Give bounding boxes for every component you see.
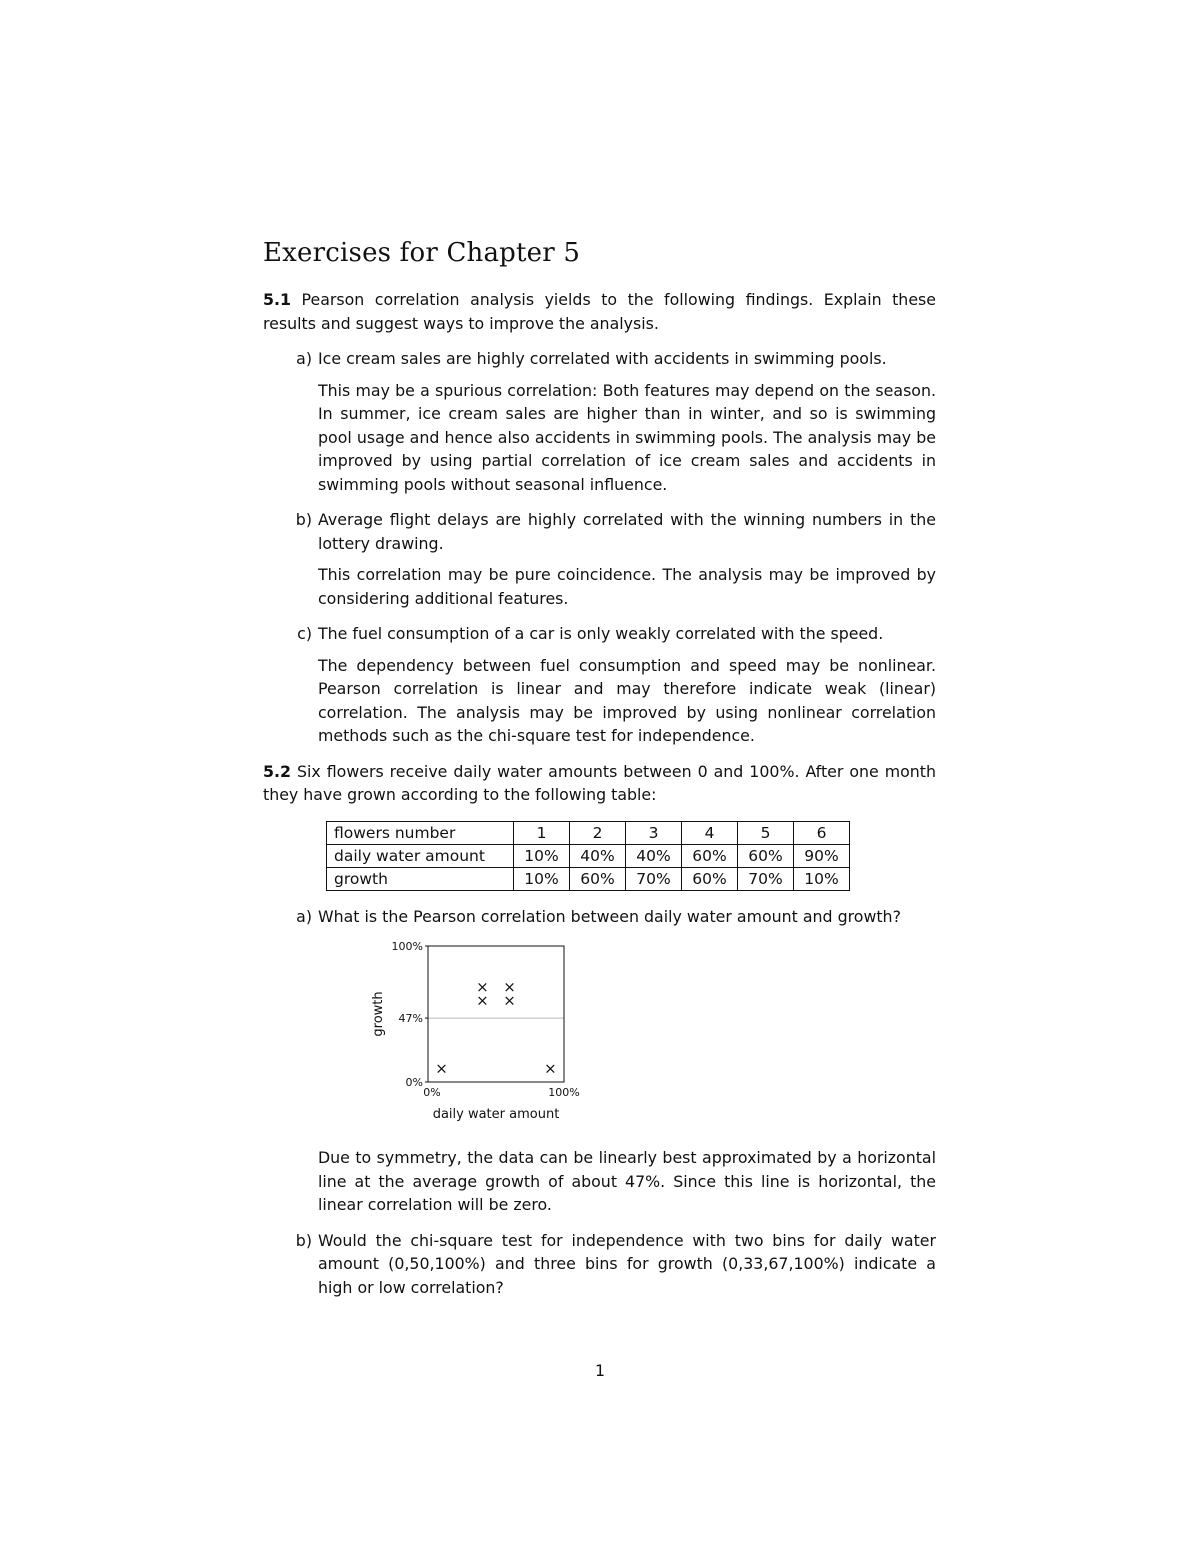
y-tick-label: 100% — [391, 940, 423, 953]
table-cell: 40% — [570, 844, 626, 867]
exercise-part — [263, 508, 936, 610]
exercise-part — [263, 622, 936, 748]
part-label: b) — [295, 510, 312, 529]
data-point: × — [544, 1059, 557, 1078]
table-cell: 6 — [794, 821, 850, 844]
table-cell: 40% — [626, 844, 682, 867]
table-cell: 3 — [626, 821, 682, 844]
page-number: 1 — [594, 1361, 606, 1380]
part-label: b) — [295, 1230, 312, 1250]
data-point: × — [476, 991, 489, 1010]
table-cell: 10% — [514, 867, 570, 890]
row-header: daily water amount — [327, 844, 514, 867]
x-tick-label: 0% — [423, 1086, 441, 1099]
exercise-intro — [263, 288, 936, 335]
data-point: × — [503, 991, 516, 1010]
scatter-plot-container — [318, 938, 936, 1136]
table-cell: 70% — [738, 867, 794, 890]
table-cell: 60% — [682, 844, 738, 867]
part-answer: The dependency between fuel consumption and speed may be nonlinear. Pearson correlation is linear and may therefore indicate weak (linear) correlation. The analysis may be improved by using nonlinear correlation methods such as the chi-square test for independence. — [318, 655, 936, 745]
exercise-part — [263, 905, 936, 1217]
row-header: flowers number — [327, 821, 514, 844]
part-answer: This correlation may be pure coincidence. The analysis may be improved by considering additional features. — [318, 565, 936, 608]
flower-data-table — [326, 821, 850, 891]
part-label: c) — [297, 624, 312, 643]
part-answer: This may be a spurious correlation: Both features may depend on the season. In summer, ice cream sales are higher than in winter, and so is swimming pool usage and hence also accidents in swimming pools. The analysis may be improved by using partial correlation of ice cream sales and accidents in swimming pools without seasonal influence. — [318, 380, 936, 494]
y-tick-label: 0% — [405, 1076, 423, 1089]
part-question: Would the chi-square test for independence with two bins for daily water amount (0,50,100%) and three bins for growth (0,33,67,100%) indicate a high or low correlation? — [318, 1230, 936, 1297]
part-label: a) — [296, 906, 312, 926]
exercise-5-2 — [263, 760, 936, 1300]
exercise-intro-text: Six flowers receive daily water amounts between 0 and 100%. After one month they have grown according to the following table: — [263, 761, 936, 804]
table-cell: 10% — [514, 844, 570, 867]
part-question: The fuel consumption of a car is only weakly correlated with the speed. — [318, 624, 884, 643]
y-axis-label: growth — [371, 991, 386, 1037]
part-question: Ice cream sales are highly correlated with accidents in swimming pools. — [318, 349, 887, 368]
table-cell: 60% — [570, 867, 626, 890]
x-axis-label: daily water amount — [432, 1107, 560, 1122]
exercise-part — [263, 347, 936, 496]
row-header: growth — [327, 867, 514, 890]
exercise-intro — [263, 760, 936, 807]
table-row — [327, 867, 850, 890]
data-point: × — [503, 977, 516, 996]
table-cell: 10% — [794, 867, 850, 890]
table-cell: 5 — [738, 821, 794, 844]
scatter-plot — [360, 938, 590, 1133]
page-content — [263, 238, 936, 1311]
data-point: × — [435, 1059, 448, 1078]
part-label: a) — [296, 349, 312, 368]
table-cell: 90% — [794, 844, 850, 867]
part-question: What is the Pearson correlation between daily water amount and growth? — [318, 906, 901, 926]
table-cell: 60% — [738, 844, 794, 867]
table-row — [327, 844, 850, 867]
part-question: Average flight delays are highly correlated with the winning numbers in the lottery drawing. — [318, 510, 936, 553]
data-point: × — [476, 977, 489, 996]
table-cell: 60% — [682, 867, 738, 890]
table-cell: 70% — [626, 867, 682, 890]
x-tick-label: 100% — [548, 1086, 580, 1099]
part-answer: Due to symmetry, the data can be linearly best approximated by a horizontal line at the average growth of about 47%. Since this line is horizontal, the linear correlation will be zero. — [318, 1148, 936, 1214]
table-row — [327, 821, 850, 844]
exercise-number: 5.1 — [263, 290, 291, 309]
exercise-number: 5.2 — [263, 761, 291, 781]
exercise-part — [263, 1229, 936, 1300]
y-tick-label: 47% — [398, 1012, 423, 1026]
page-title: Exercises for Chapter 5 — [263, 238, 581, 268]
exercise-5-1 — [263, 288, 936, 748]
table-cell: 2 — [570, 821, 626, 844]
exercise-intro-text: Pearson correlation analysis yields to the following findings. Explain these results and suggest ways to improve the analysis. — [263, 290, 936, 333]
table-cell: 1 — [514, 821, 570, 844]
table-cell: 4 — [682, 821, 738, 844]
